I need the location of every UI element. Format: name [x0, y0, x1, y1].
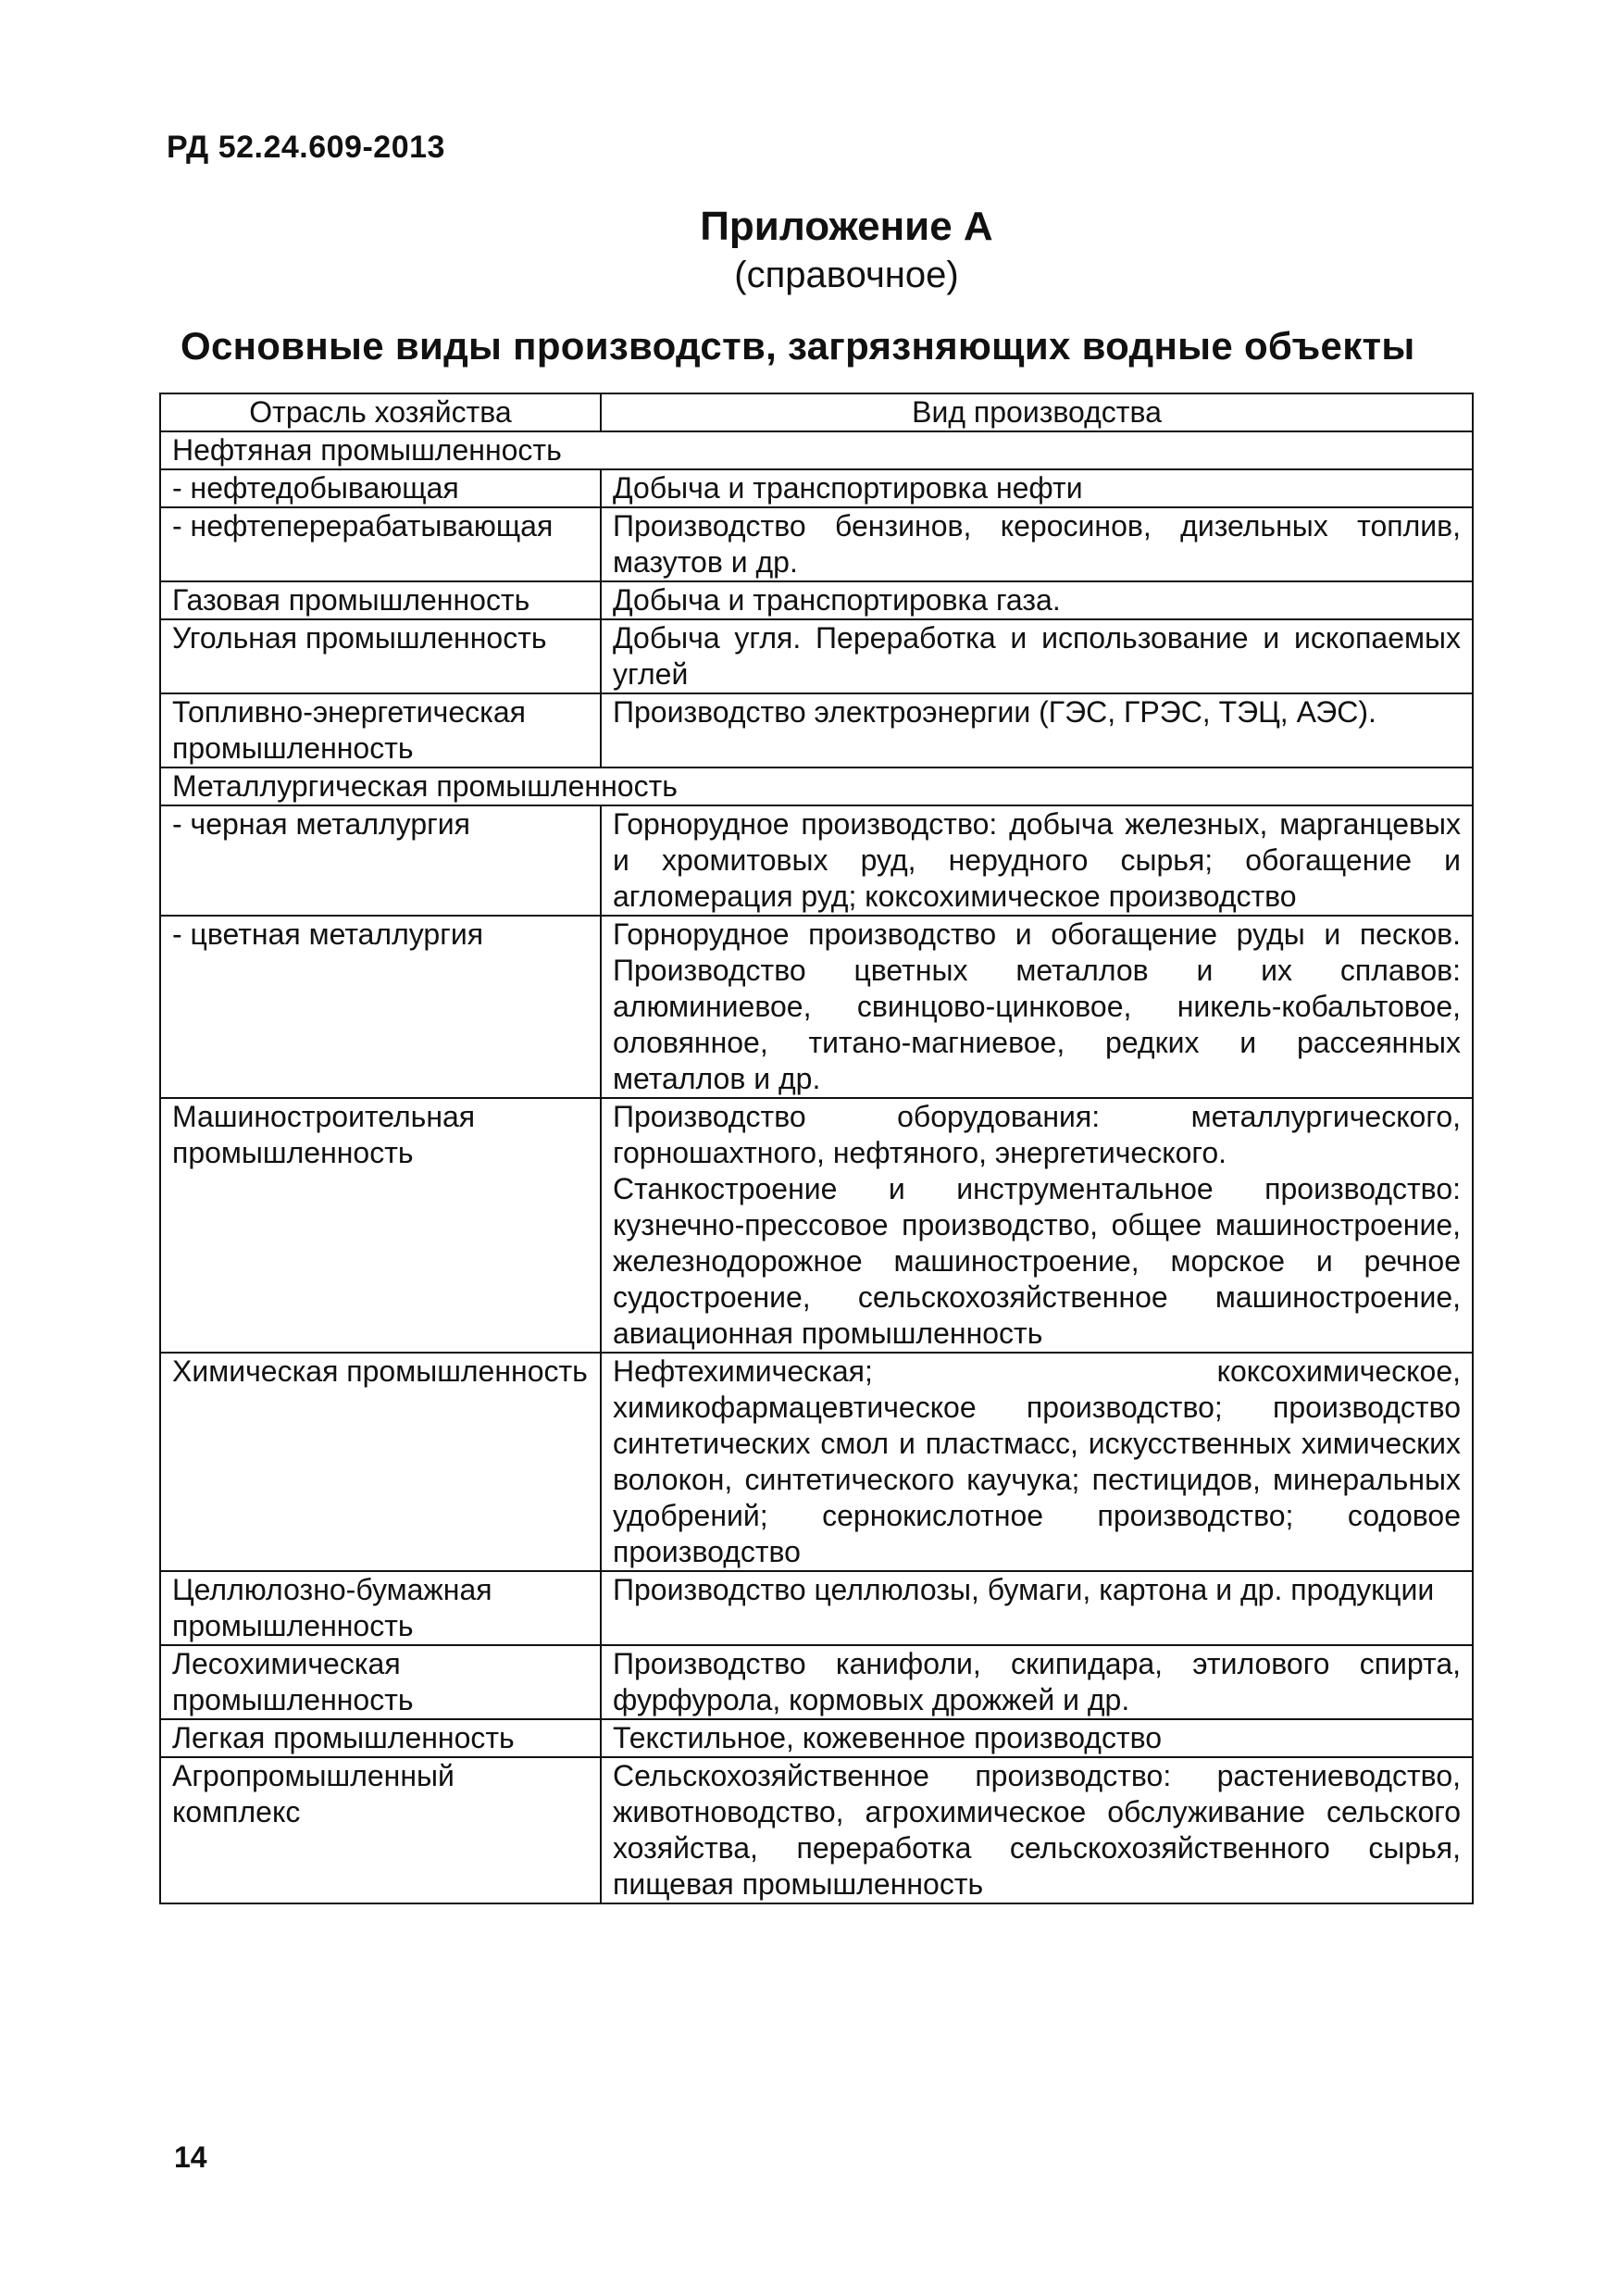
table-row	[160, 469, 1473, 507]
column-header-industry: Отрасль хозяйства	[160, 393, 601, 431]
industry-cell: Угольная промышленность	[160, 619, 601, 693]
industry-cell: Легкая промышленность	[160, 1719, 601, 1757]
document-code: РД 52.24.609-2013	[167, 130, 445, 165]
section-label: Металлургическая промышленность	[160, 767, 1473, 805]
table-row	[160, 1645, 1473, 1719]
table-row	[160, 619, 1473, 693]
industry-cell: Химическая промышленность	[160, 1353, 601, 1571]
industry-cell: - цветная металлургия	[160, 916, 601, 1098]
industries-table	[159, 393, 1474, 1904]
table-row	[160, 1571, 1473, 1645]
production-cell: Горнорудное производство и обогащение руды и песков. Производство цветных металлов и их сплавов: алюминиевое, свинцово-цинковое, никель-кобальтовое, оловянное, титано-магниевое, редких и рассеянных металлов и др.	[601, 916, 1473, 1098]
table-row	[160, 507, 1473, 581]
production-paragraph: Станкостроение и инструментальное производство: кузнечно-прессовое производство, общее машиностроение, железнодорожное машиностроение, морское и речное судостроение, сельскохозяйственное машиностроение, авиационная промышленность	[613, 1172, 1461, 1350]
production-cell: Производство электроэнергии (ГЭС, ГРЭС, ТЭЦ, АЭС).	[601, 693, 1473, 767]
production-cell: Добыча и транспортировка газа.	[601, 581, 1473, 619]
production-cell: Сельскохозяйственное производство: растениеводство, животноводство, агрохимическое обслуживание сельского хозяйства, переработка сельскохозяйственного сырья, пищевая промышленность	[601, 1757, 1473, 1903]
industry-cell: - нефтеперерабатывающая	[160, 507, 601, 581]
section-label: Нефтяная промышленность	[160, 431, 1473, 469]
industry-cell: Топливно-энергетическая промышленность	[160, 693, 601, 767]
table-row	[160, 1098, 1473, 1353]
production-cell: Производство бензинов, керосинов, дизельных топлив, мазутов и др.	[601, 507, 1473, 581]
table-row	[160, 916, 1473, 1098]
table-row	[160, 1353, 1473, 1571]
industry-cell: - нефтедобывающая	[160, 469, 601, 507]
table-row	[160, 1757, 1473, 1903]
table-row	[160, 1719, 1473, 1757]
production-cell: Добыча и транспортировка нефти	[601, 469, 1473, 507]
industry-cell: Целлюлозно-бумажная промышленность	[160, 1571, 601, 1645]
production-cell: Добыча угля. Переработка и использование и ископаемых углей	[601, 619, 1473, 693]
production-cell: Текстильное, кожевенное производство	[601, 1719, 1473, 1757]
production-cell: Производство целлюлозы, бумаги, картона и др. продукции	[601, 1571, 1473, 1645]
table-header-row	[160, 393, 1473, 431]
industry-cell: Агропромышленный комплекс	[160, 1757, 601, 1903]
table-section-row	[160, 431, 1473, 469]
production-paragraph: Производство оборудования: металлургического, горношахтного, нефтяного, энергетического.	[613, 1100, 1461, 1169]
table-heading: Основные виды производств, загрязняющих водные объекты	[181, 324, 1415, 368]
appendix-subtitle: (справочное)	[734, 255, 959, 295]
table-section-row	[160, 767, 1473, 805]
production-cell: Горнорудное производство: добыча железных, марганцевых и хромитовых руд, нерудного сырья; обогащение и агломерация руд; коксохимическое производство	[601, 805, 1473, 916]
industry-cell: Лесохимическая промышленность	[160, 1645, 601, 1719]
column-header-production: Вид производства	[601, 393, 1473, 431]
production-cell	[601, 1098, 1473, 1353]
table-row	[160, 693, 1473, 767]
industry-cell: - черная металлургия	[160, 805, 601, 916]
production-cell: Нефтехимическая; коксохимическое, химикофармацевтическое производство; производство синтетических смол и пластмасс, искусственных химических волокон, синтетического каучука; пестицидов, минеральных удобрений; сернокислотное производство; содовое производство	[601, 1353, 1473, 1571]
production-cell: Производство канифоли, скипидара, этилового спирта, фурфурола, кормовых дрожжей и др.	[601, 1645, 1473, 1719]
industry-cell: Машиностроительная промышленность	[160, 1098, 601, 1353]
table-row	[160, 805, 1473, 916]
table-row	[160, 581, 1473, 619]
page-number: 14	[174, 2140, 207, 2174]
appendix-title: Приложение А	[700, 204, 993, 249]
industry-cell: Газовая промышленность	[160, 581, 601, 619]
